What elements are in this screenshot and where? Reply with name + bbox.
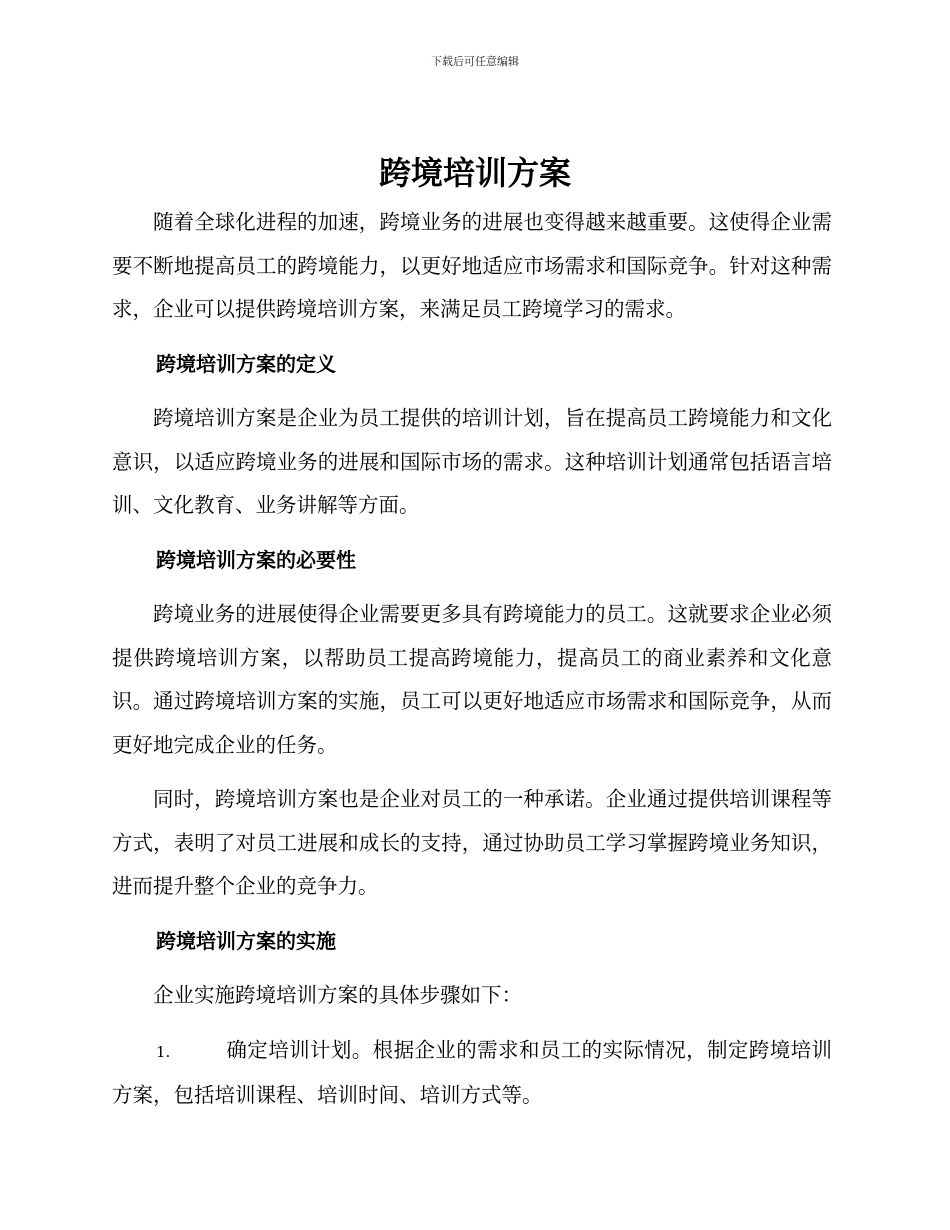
section-heading-implementation: 跨境培训方案的实施 xyxy=(156,928,336,953)
section-heading-definition: 跨境培训方案的定义 xyxy=(156,351,336,376)
list-item-number: 1. xyxy=(156,1042,171,1061)
definition-paragraph: 跨境培训方案是企业为员工提供的培训计划，旨在提高员工跨境能力和文化意识，以适应跨境业务的进展和国际市场的需求。这种培训计划通常包括语言培训、文化教育、业务讲解等方面。 xyxy=(112,406,832,517)
list-item-text: 确定培训计划。根据企业的需求和员工的实际情况，制定跨境培训方案，包括培训课程、培训时间、培训方式等。 xyxy=(112,1037,832,1107)
document-title: 跨境培训方案 xyxy=(378,154,571,192)
necessity-paragraph-2: 同时，跨境培训方案也是企业对员工的一种承诺。企业通过提供培训课程等方式，表明了对员工进展和成长的支持，通过协助员工学习掌握跨境业务知识，进而提升整个企业的竞争力。 xyxy=(112,787,832,898)
implementation-paragraph: 企业实施跨境培训方案的具体步骤如下： xyxy=(153,983,522,1007)
necessity-paragraph-1: 跨境业务的进展使得企业需要更多具有跨境能力的员工。这就要求企业必须提供跨境培训方案，以帮助员工提高跨境能力，提高员工的商业素养和文化意识。通过跨境培训方案的实施，员工可以更好地适应市场需求和国际竞争，从而更好地完成企业的任务。 xyxy=(112,602,832,757)
list-item xyxy=(112,1029,832,1118)
header-note: 下载后可任意编辑 xyxy=(431,55,519,68)
section-heading-necessity: 跨境培训方案的必要性 xyxy=(156,547,356,572)
intro-paragraph: 随着全球化进程的加速，跨境业务的进展也变得越来越重要。这使得企业需要不断地提高员工的跨境能力，以更好地适应市场需求和国际竞争。针对这种需求，企业可以提供跨境培训方案，来满足员工跨境学习的需求。 xyxy=(112,210,832,321)
document-body xyxy=(112,201,832,1118)
